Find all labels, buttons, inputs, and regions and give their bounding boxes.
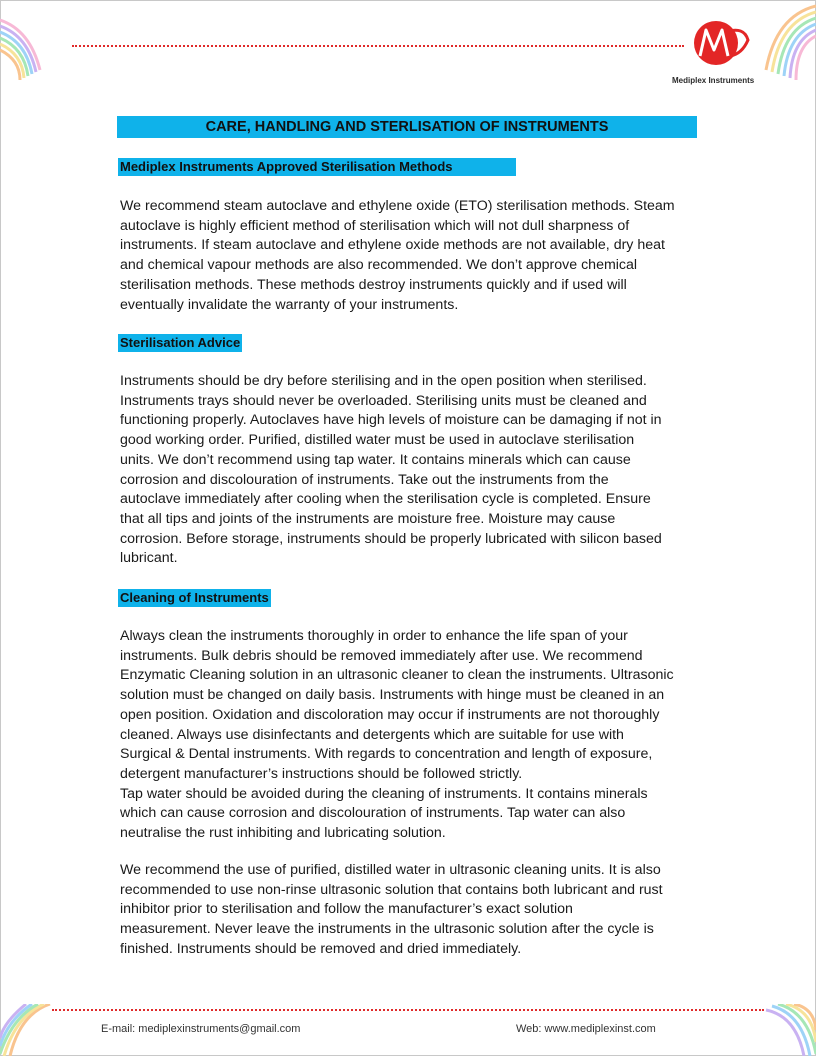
text-line: solution must be changed on daily basis. Instruments with hinge must be cleaned in an (120, 687, 665, 704)
text-line: neutralise the rust inhibiting and lubricating solution. (120, 825, 446, 842)
text-line: sterilisation methods. These methods destroy instruments quickly and if used will (120, 276, 627, 293)
text-line: and chemical vapour methods are also recommended. We don’t approve chemical (120, 257, 638, 274)
rainbow-swoosh-top-left (0, 0, 80, 80)
section-body-sterilisation-advice (120, 372, 700, 569)
footer-web: Web: www.mediplexinst.com (516, 1023, 656, 1035)
text-line: cleaned. Always use disinfectants and detergents which are suitable for use with (120, 726, 624, 743)
text-line: corrosion. Before storage, instruments should be properly lubricated with silicon based (120, 530, 662, 547)
text-line: recommended to use non-rinse ultrasonic solution that contains both lubricant and rust (120, 881, 663, 898)
header-rule (72, 45, 684, 47)
text-line: which can cause corrosion and discolouration of instruments. Tap water can also (120, 805, 626, 822)
text-line: Instruments trays should never be overloaded. Sterilising units must be cleaned and (120, 392, 647, 409)
text-line: eventually invalidate the warranty of your instruments. (120, 296, 459, 313)
text-line: Tap water should be avoided during the cleaning of instruments. It contains minerals (120, 785, 648, 802)
text-line: Enzymatic Cleaning solution in an ultrasonic cleaner to clean the instruments. Ultrasonic (120, 667, 674, 684)
text-line: detergent manufacturer’s instructions should be followed strictly. (120, 765, 523, 782)
section-body-cleaning (120, 627, 700, 844)
text-line: Always clean the instruments thoroughly in order to enhance the life span of your (120, 628, 628, 644)
text-line: inhibitor prior to sterilisation and follow the manufacturer’s exact solution (120, 901, 573, 918)
section-body-approved-methods (120, 197, 700, 315)
text-line: instruments. If steam autoclave and ethylene oxide methods are not available, dry heat (120, 237, 665, 254)
text-line: functioning properly. Autoclaves have high levels of moisture can be damaging if not in (120, 412, 662, 429)
rainbow-swoosh-bottom-right (756, 1004, 816, 1056)
footer-email: E-mail: mediplexinstruments@gmail.com (101, 1023, 301, 1035)
text-line: corrosion and discolouration of instruments. Take out the instruments from the (120, 471, 609, 488)
rainbow-swoosh-bottom-left (0, 1004, 60, 1056)
section-heading-cleaning: Cleaning of Instruments (120, 590, 269, 605)
text-line: good working order. Purified, distilled water must be used in autoclave sterilisation (120, 432, 635, 449)
footer-rule (52, 1009, 764, 1011)
section-heading-sterilisation-advice: Sterilisation Advice (120, 335, 241, 350)
text-line: We recommend steam autoclave and ethylene oxide (ETO) sterilisation methods. Steam (120, 198, 675, 214)
text-line: open position. Oxidation and discoloration may occur if instruments are not thoroughly (120, 706, 660, 723)
section-heading-approved-methods: Mediplex Instruments Approved Sterilisation Methods (118, 158, 516, 176)
text-line: instruments. Bulk debris should be removed immediately after use. We recommend (120, 647, 643, 664)
text-line: Surgical & Dental instruments. With regards to concentration and length of exposure, (120, 746, 653, 763)
text-line: finished. Instruments should be removed and dried immediately. (120, 940, 522, 957)
section-body-cleaning-continued (120, 861, 700, 960)
mediplex-logo-icon (686, 18, 756, 68)
text-line: that all tips and joints of the instruments are moisture free. Moisture may cause (120, 510, 616, 527)
text-line: measurement. Never leave the instruments in the ultrasonic solution after the cycle is (120, 921, 654, 938)
brand-name: Mediplex Instruments (672, 76, 755, 85)
page-title: CARE, HANDLING AND STERLISATION OF INSTRUMENTS (117, 116, 697, 138)
text-line: We recommend the use of purified, distilled water in ultrasonic cleaning units. It is also (120, 862, 661, 878)
text-line: Instruments should be dry before sterilising and in the open position when sterilised. (120, 373, 647, 389)
text-line: autoclave is highly efficient method of sterilisation which will not dull sharpness of (120, 217, 630, 234)
text-line: units. We don’t recommend using tap water. It contains minerals which can cause (120, 451, 631, 468)
text-line: autoclave immediately after cooling when the sterilisation cycle is completed. Ensure (120, 491, 651, 508)
text-line: lubricant. (120, 550, 178, 567)
